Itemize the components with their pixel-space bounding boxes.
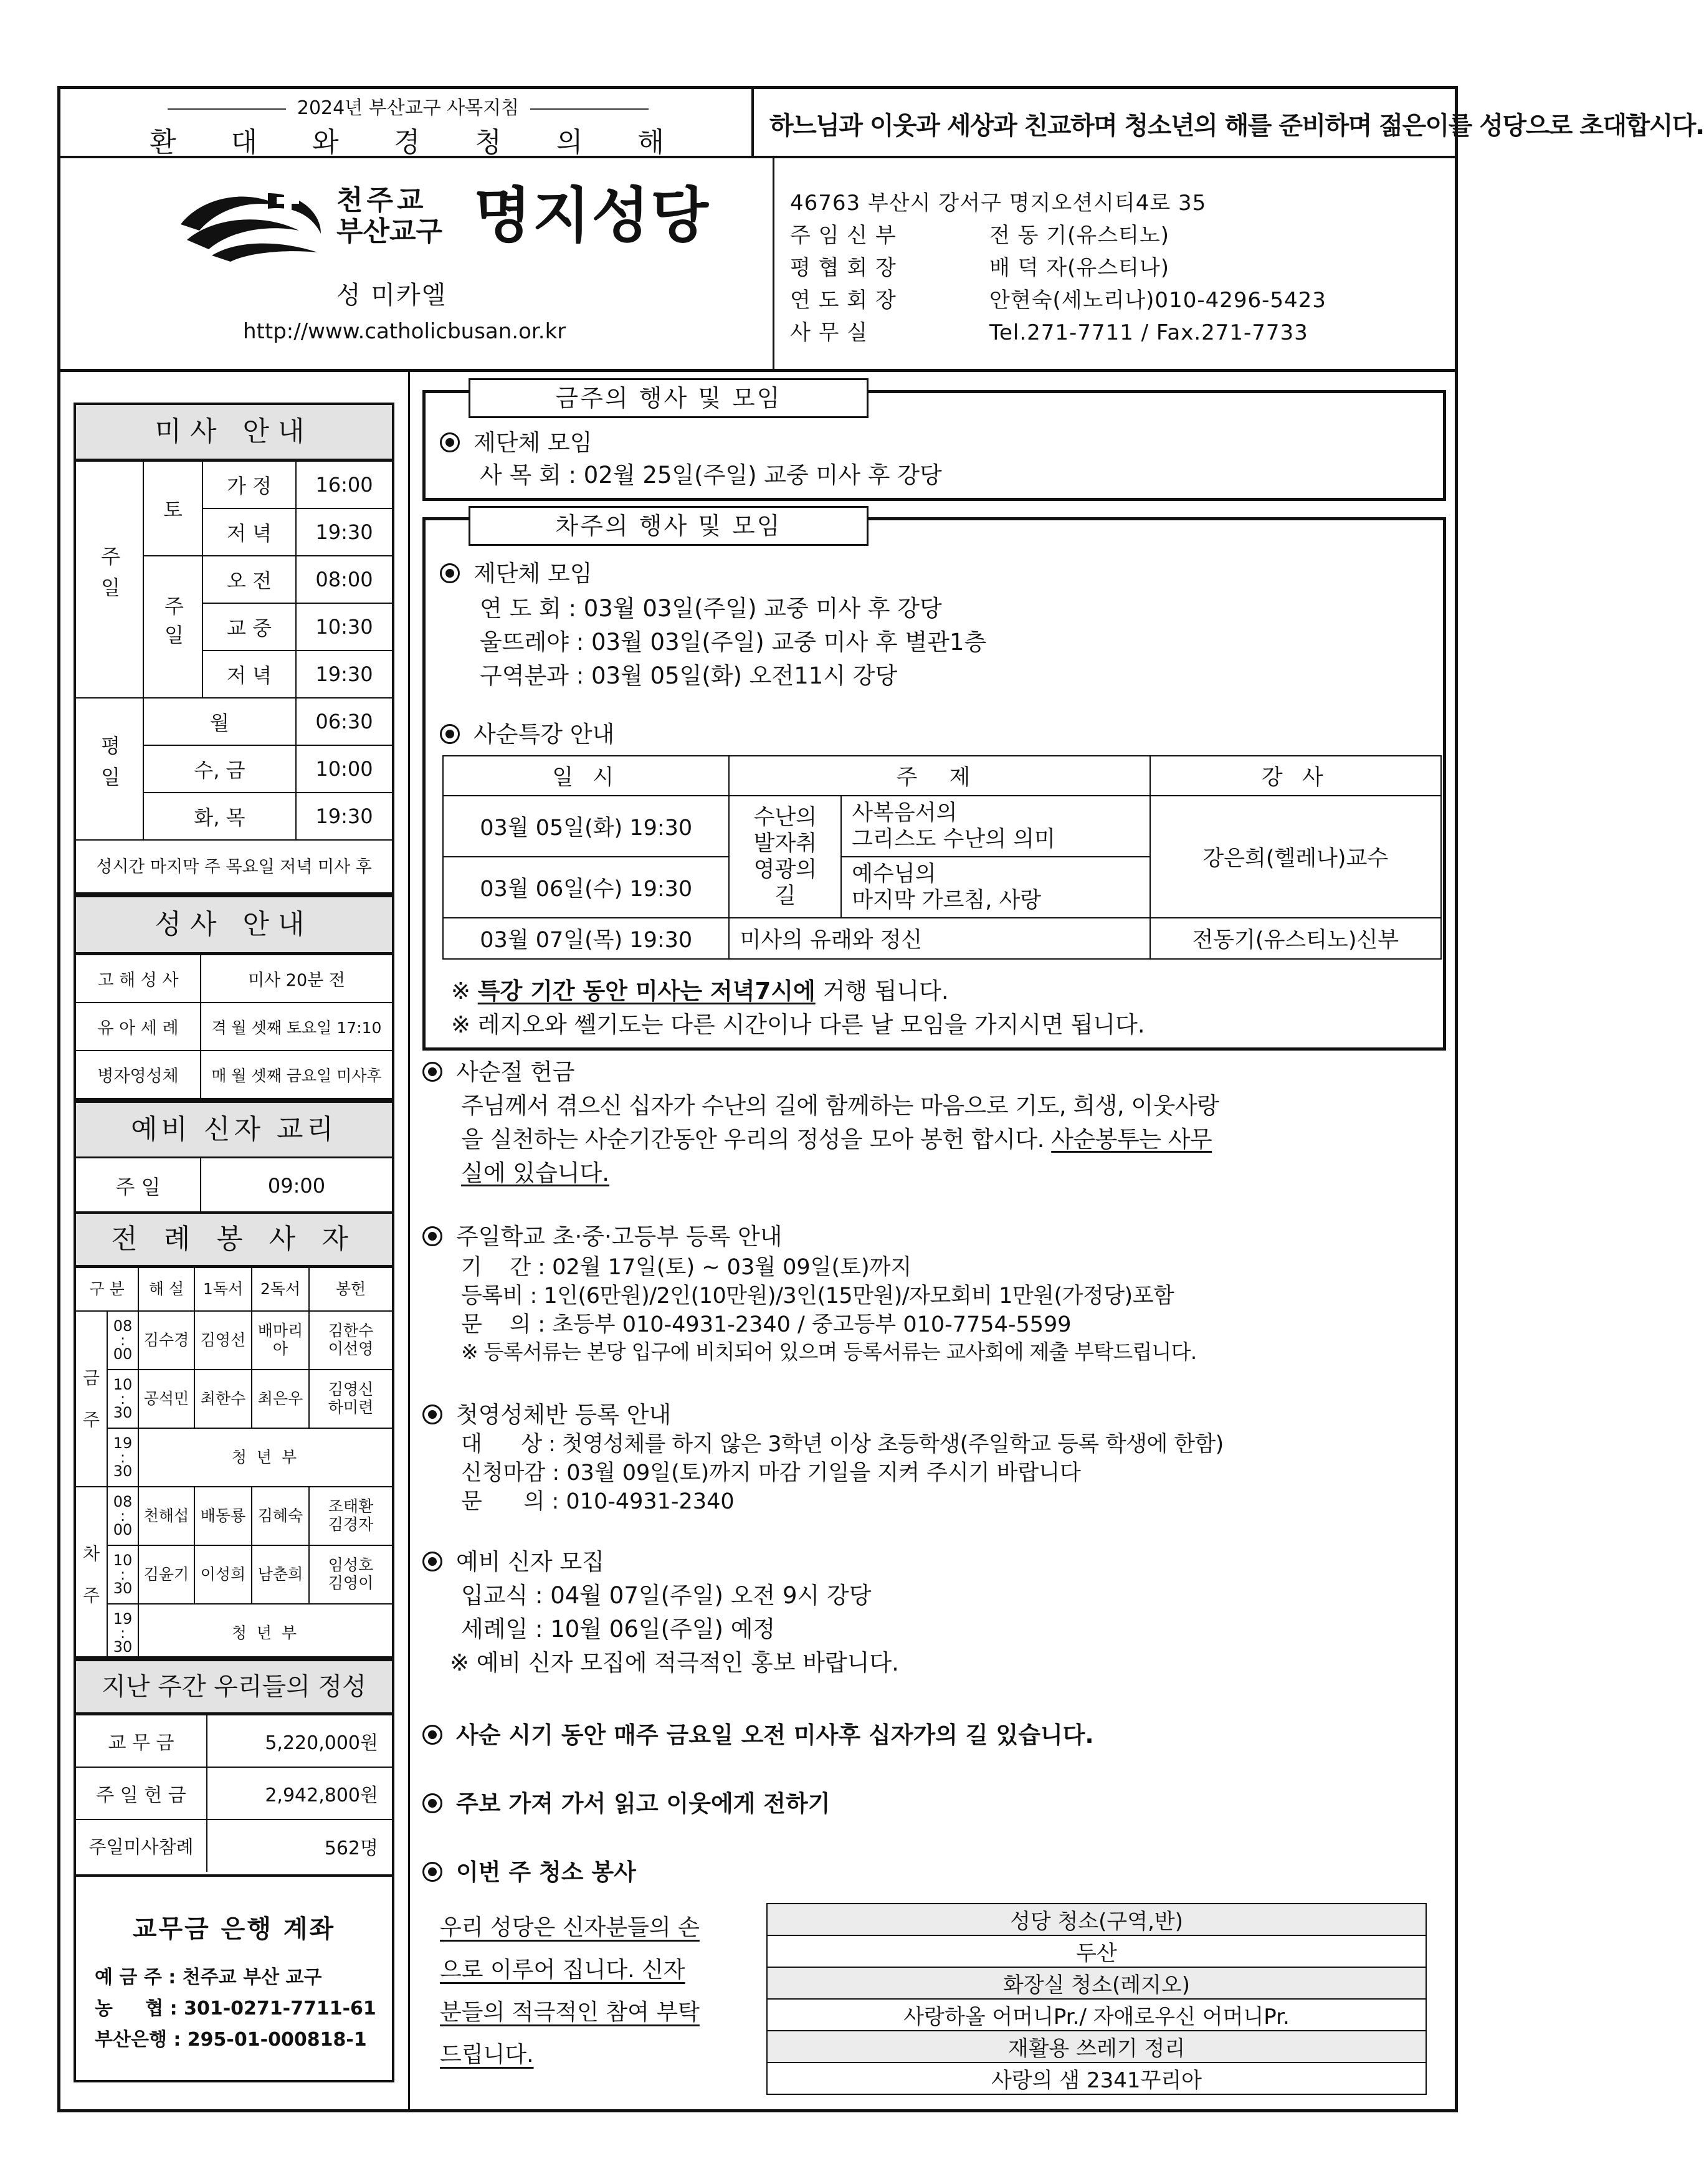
cleaning-message-line: 드립니다. [440,2042,534,2067]
this-week-tag: 금주의 행사 및 모임 [469,378,869,418]
catechism-table [76,1158,392,1213]
server-name: 조태환 김경자 [309,1487,392,1545]
lecture-header: 일 시 [443,756,729,796]
server-time: 08 : 00 [107,1311,138,1370]
offering-value: 5,220,000원 [207,1715,392,1767]
lent-offering-text: 실에 있습니다. [461,1160,609,1186]
servers-header: 1독서 [194,1267,252,1311]
offering-label: 교 무 금 [76,1715,207,1767]
server-name: 배동룡 [194,1487,252,1545]
offering-label: 주일미사참례 [76,1819,207,1872]
staff-council: 평 협 회 장 배 덕 자(유스티나) [790,255,1170,280]
lecture-note-1: ※ 특강 기간 동안 미사는 저녁7시에 거행 됩니다. [451,978,949,1004]
mass-time: 16:00 [296,461,392,508]
mass-table [76,460,392,890]
homepage-link[interactable]: http://www.catholicbusan.or.kr [243,319,566,344]
server-name: 김수경 [138,1311,194,1370]
next-week-label: 차 주 [76,1487,107,1662]
offering-title: 지난 주간 우리들의 정성 [76,1661,392,1714]
bank-account: 예 금 주 : 천주교 부산 교구 [95,1967,322,1988]
youth-group: 청 년 부 [138,1604,392,1662]
mass-slot-label: 수, 금 [143,745,296,793]
lecture-topic: 예수님의 마지막 가르침, 사랑 [841,857,1149,918]
catechism-time: 09:00 [267,1174,326,1198]
mass-time: 19:30 [296,508,392,556]
server-name: 최한수 [194,1370,252,1428]
this-week-label: 금 주 [76,1311,107,1487]
sunday-label: 주일 [76,461,143,698]
staff-yeondo: 연 도 회 장 안현숙(세노리나)010-4296-5423 [790,288,1326,313]
bullet-icon [422,1862,442,1882]
bullet-icon [440,563,460,583]
year-theme: 환 대 와 경 청 의 해 [150,126,667,158]
bulletin-notice: 주보 가져 가서 읽고 이웃에게 전하기 [422,1785,831,1818]
this-week-item: 사 목 회 : 02월 25일(주일) 교중 미사 후 강당 [480,462,942,489]
mass-title: 미사 안내 [76,405,392,460]
patron-saint: 성 미카엘 [336,281,447,310]
mass-time: 19:30 [296,793,392,840]
first-communion-section: 첫영성체반 등록 안내 [422,1396,671,1429]
server-name: 최은우 [252,1370,309,1428]
lecture-date: 03월 06일(수) 19:30 [443,857,729,918]
lecture-speaker: 전동기(유스티노)신부 [1150,918,1441,959]
logo-diocese: 부산교구 [336,216,443,247]
offering-value: 562명 [207,1819,392,1872]
mass-slot-label: 저 녁 [202,651,296,698]
bullet-icon [422,1062,442,1082]
offering-table [76,1714,392,1872]
sunday-school-item: 등록비 : 1인(6만원)/2인(10만원)/3인(15만원)/자모회비 1만원(가정당)포함 [461,1284,1174,1309]
servers-header: 구 분 [76,1267,138,1311]
next-week-item: 울뜨레야 : 03월 03일(주일) 교중 미사 후 별관1층 [480,629,987,656]
sunday-school-item: 기 간 : 02월 17일(토) ~ 03월 09일(토)까지 [461,1255,912,1280]
next-week-item: 구역분과 : 03월 05일(화) 오전11시 강당 [480,662,898,689]
cleaning-header: 재활용 쓰레기 정리 [767,2031,1426,2062]
server-name: 공석민 [138,1370,194,1428]
bullet-icon [440,724,460,744]
logo-catholic: 천주교 [336,184,427,216]
bullet-icon [422,1793,442,1813]
catechism-box [74,1100,394,1214]
catechism-day: 주 일 [76,1158,201,1213]
catechumen-item: 세례일 : 10월 06일(주일) 예정 [461,1616,776,1643]
server-name: 배마리아 [252,1311,309,1370]
church-name: 명지성당 [474,181,710,250]
lecture-series: 수난의 발자취 영광의 길 [729,796,841,918]
lecture-note-2: ※ 레지오와 쎌기도는 다른 시간이나 다른 날 모임을 가지시면 됩니다. [451,1011,1145,1038]
sacrament-label: 유 아 세 례 [76,1003,201,1051]
bullet-icon [422,1725,442,1745]
mass-slot-label: 교 중 [202,603,296,651]
lent-offering-section: 사순절 헌금 [422,1053,574,1087]
cleaning-assignee: 두산 [767,1935,1426,1967]
server-time: 10 : 30 [107,1370,138,1428]
catechism-title: 예비 신자 교리 [76,1103,392,1158]
cleaning-header: 성당 청소(구역,반) [767,1904,1426,1935]
this-week-section: 제단체 모임 [440,424,592,457]
mass-slot-label: 오 전 [202,556,296,603]
cleaning-message [440,1907,700,2076]
servers-title: 전 례 봉 사 자 [76,1214,392,1267]
lecture-speaker: 강은희(헬레나)교수 [1150,796,1441,918]
lent-lecture-table [442,755,1442,960]
mass-time: 19:30 [296,651,392,698]
lecture-header: 강 사 [1150,756,1441,796]
bullet-icon [422,1552,442,1571]
sacrament-table [76,954,392,1099]
lent-offering-text: 을 실천하는 사순기간동안 우리의 정성을 모아 봉헌 합시다. 사순봉투는 사무 [461,1126,1212,1153]
sacrament-box [74,895,394,1100]
diocese-logo-icon [174,181,327,265]
server-time: 10 : 30 [107,1545,138,1604]
first-communion-item: 문 의 : 010-4931-2340 [461,1489,735,1514]
masthead-vdivider [773,158,774,370]
lecture-topic: 사복음서의 그리스도 수난의 의미 [841,796,1149,857]
server-name: 김혜숙 [252,1487,309,1545]
cleaning-table [766,1903,1427,2095]
bank-account: 부산은행 : 295-01-000818-1 [95,2029,367,2051]
bullet-icon [422,1404,442,1424]
server-name: 김영신 하미련 [309,1370,392,1428]
bank-account: 농 협 : 301-0271-7711-61 [95,1998,376,2019]
first-communion-item: 대 상 : 첫영성체를 하지 않은 3학년 이상 초등학생(주일학교 등록 학생에 한함) [461,1432,1224,1457]
year-guideline: 2024년 부산교구 사목지침 [150,92,667,120]
weekday-label: 평일 [76,698,143,840]
cleaning-message-line: 분들의 적극적인 참여 부탁 [440,2000,700,2025]
saturday-label: 토 [143,461,202,556]
offering-box [74,1659,394,1877]
masthead-divider [57,369,1458,372]
lecture-header: 주 제 [729,756,1149,796]
cleaning-assignee: 사랑의 샘 2341꾸리아 [767,2062,1426,2094]
staff-office: 사 무 실 Tel.271-7711 / Fax.271-7733 [790,320,1308,345]
sunday-school-item: 문 의 : 초등부 010-4931-2340 / 중고등부 010-7754-5599 [461,1312,1072,1337]
mass-slot-label: 화, 목 [143,793,296,840]
header-vdivider [751,86,754,157]
sacrament-title: 성사 안내 [76,895,392,954]
lent-offering-text: 주님께서 겪으신 십자가 수난의 길에 함께하는 마음으로 기도, 희생, 이웃사랑 [461,1092,1219,1119]
mass-slot-label: 월 [143,698,296,745]
first-communion-item: 신청마감 : 03월 09일(토)까지 마감 기일을 지켜 주시기 바랍니다 [461,1461,1081,1485]
server-time: 08 : 00 [107,1487,138,1545]
servers-header: 2독서 [252,1267,309,1311]
bank-title: 교무금 은행 계좌 [132,1915,336,1943]
lecture-date: 03월 05일(화) 19:30 [443,796,729,857]
lecture-date: 03월 07일(목) 19:30 [443,918,729,959]
next-week-tag: 차주의 행사 및 모임 [469,506,869,546]
mass-time: 10:30 [296,603,392,651]
server-time: 19 : 30 [107,1604,138,1662]
lent-lecture-section: 사순특강 안내 [440,715,614,749]
cleaning-message-line: 으로 이루어 집니다. 신자 [440,1957,685,1983]
mass-slot-label: 가 정 [202,461,296,508]
server-name: 임성호 김영이 [309,1545,392,1604]
next-week-item: 연 도 회 : 03월 03일(주일) 교중 미사 후 강당 [480,595,942,622]
offering-value: 2,942,800원 [207,1767,392,1819]
lecture-topic: 미사의 유래와 정신 [729,918,1149,959]
mass-time: 10:00 [296,745,392,793]
offering-label: 주 일 헌 금 [76,1767,207,1819]
mass-slot-label: 저 녁 [202,508,296,556]
sunday-school-section: 주일학교 초·중·고등부 등록 안내 [422,1218,782,1251]
catechumen-item: ※ 예비 신자 모집에 적극적인 홍보 바랍니다. [450,1649,899,1676]
servers-table [76,1267,392,1663]
sacrament-label: 고 해 성 사 [76,955,201,1003]
server-name: 남춘희 [252,1545,309,1604]
cleaning-message-line: 우리 성당은 신자분들의 손 [440,1915,700,1940]
server-time: 19 : 30 [107,1428,138,1487]
sunday-sub-label: 주일 [143,556,202,698]
church-address: 46763 부산시 강서구 명지오션시티4로 35 [790,191,1207,216]
cleaning-assignee: 사랑하올 어머니Pr./ 자애로우신 어머니Pr. [767,1999,1426,2031]
sacrament-label: 병자영성체 [76,1051,201,1099]
staff-pastor: 주 임 신 부 전 동 기(유스티노) [790,223,1170,248]
mass-time: 08:00 [296,556,392,603]
cleaning-header: 화장실 청소(레지오) [767,1967,1426,1999]
servers-header: 해 설 [138,1267,194,1311]
next-week-section: 제단체 모임 [440,555,592,588]
sacrament-value: 격 월 셋째 토요일 17:10 [201,1003,392,1051]
holy-hour-note: 성시간 마지막 주 목요일 저녁 미사 후 [96,857,372,877]
catechumen-section: 예비 신자 모집 [422,1543,604,1576]
server-name: 천해섭 [138,1487,194,1545]
pastoral-slogan: 하느님과 이웃과 세상과 친교하며 청소년의 해를 준비하며 젊은이를 성당으로 초대합시다. [769,112,1704,140]
youth-group: 청 년 부 [138,1428,392,1487]
server-name: 김영선 [194,1311,252,1370]
server-name: 김한수 이선영 [309,1311,392,1370]
cleaning-section: 이번 주 청소 봉사 [422,1853,636,1887]
sunday-school-item: ※ 등록서류는 본당 입구에 비치되어 있으며 등록서류는 교사회에 제출 부탁드립니다. [461,1340,1197,1364]
bank-box [74,1877,394,2082]
server-name: 김윤기 [138,1545,194,1604]
sacrament-value: 미사 20분 전 [201,955,392,1003]
servers-header: 봉헌 [309,1267,392,1311]
catechumen-item: 입교식 : 04월 07일(주일) 오전 9시 강당 [461,1582,872,1609]
mass-time: 06:30 [296,698,392,745]
servers-box [74,1211,394,1659]
sacrament-value: 매 월 셋째 금요일 미사후 [201,1051,392,1099]
column-divider [408,370,410,2112]
server-name: 이성희 [194,1545,252,1604]
bullet-icon [440,432,460,452]
bullet-icon [422,1226,442,1246]
stations-notice: 사순 시기 동안 매주 금요일 오전 미사후 십자가의 길 있습니다. [422,1716,1094,1750]
mass-schedule-box [74,403,394,895]
